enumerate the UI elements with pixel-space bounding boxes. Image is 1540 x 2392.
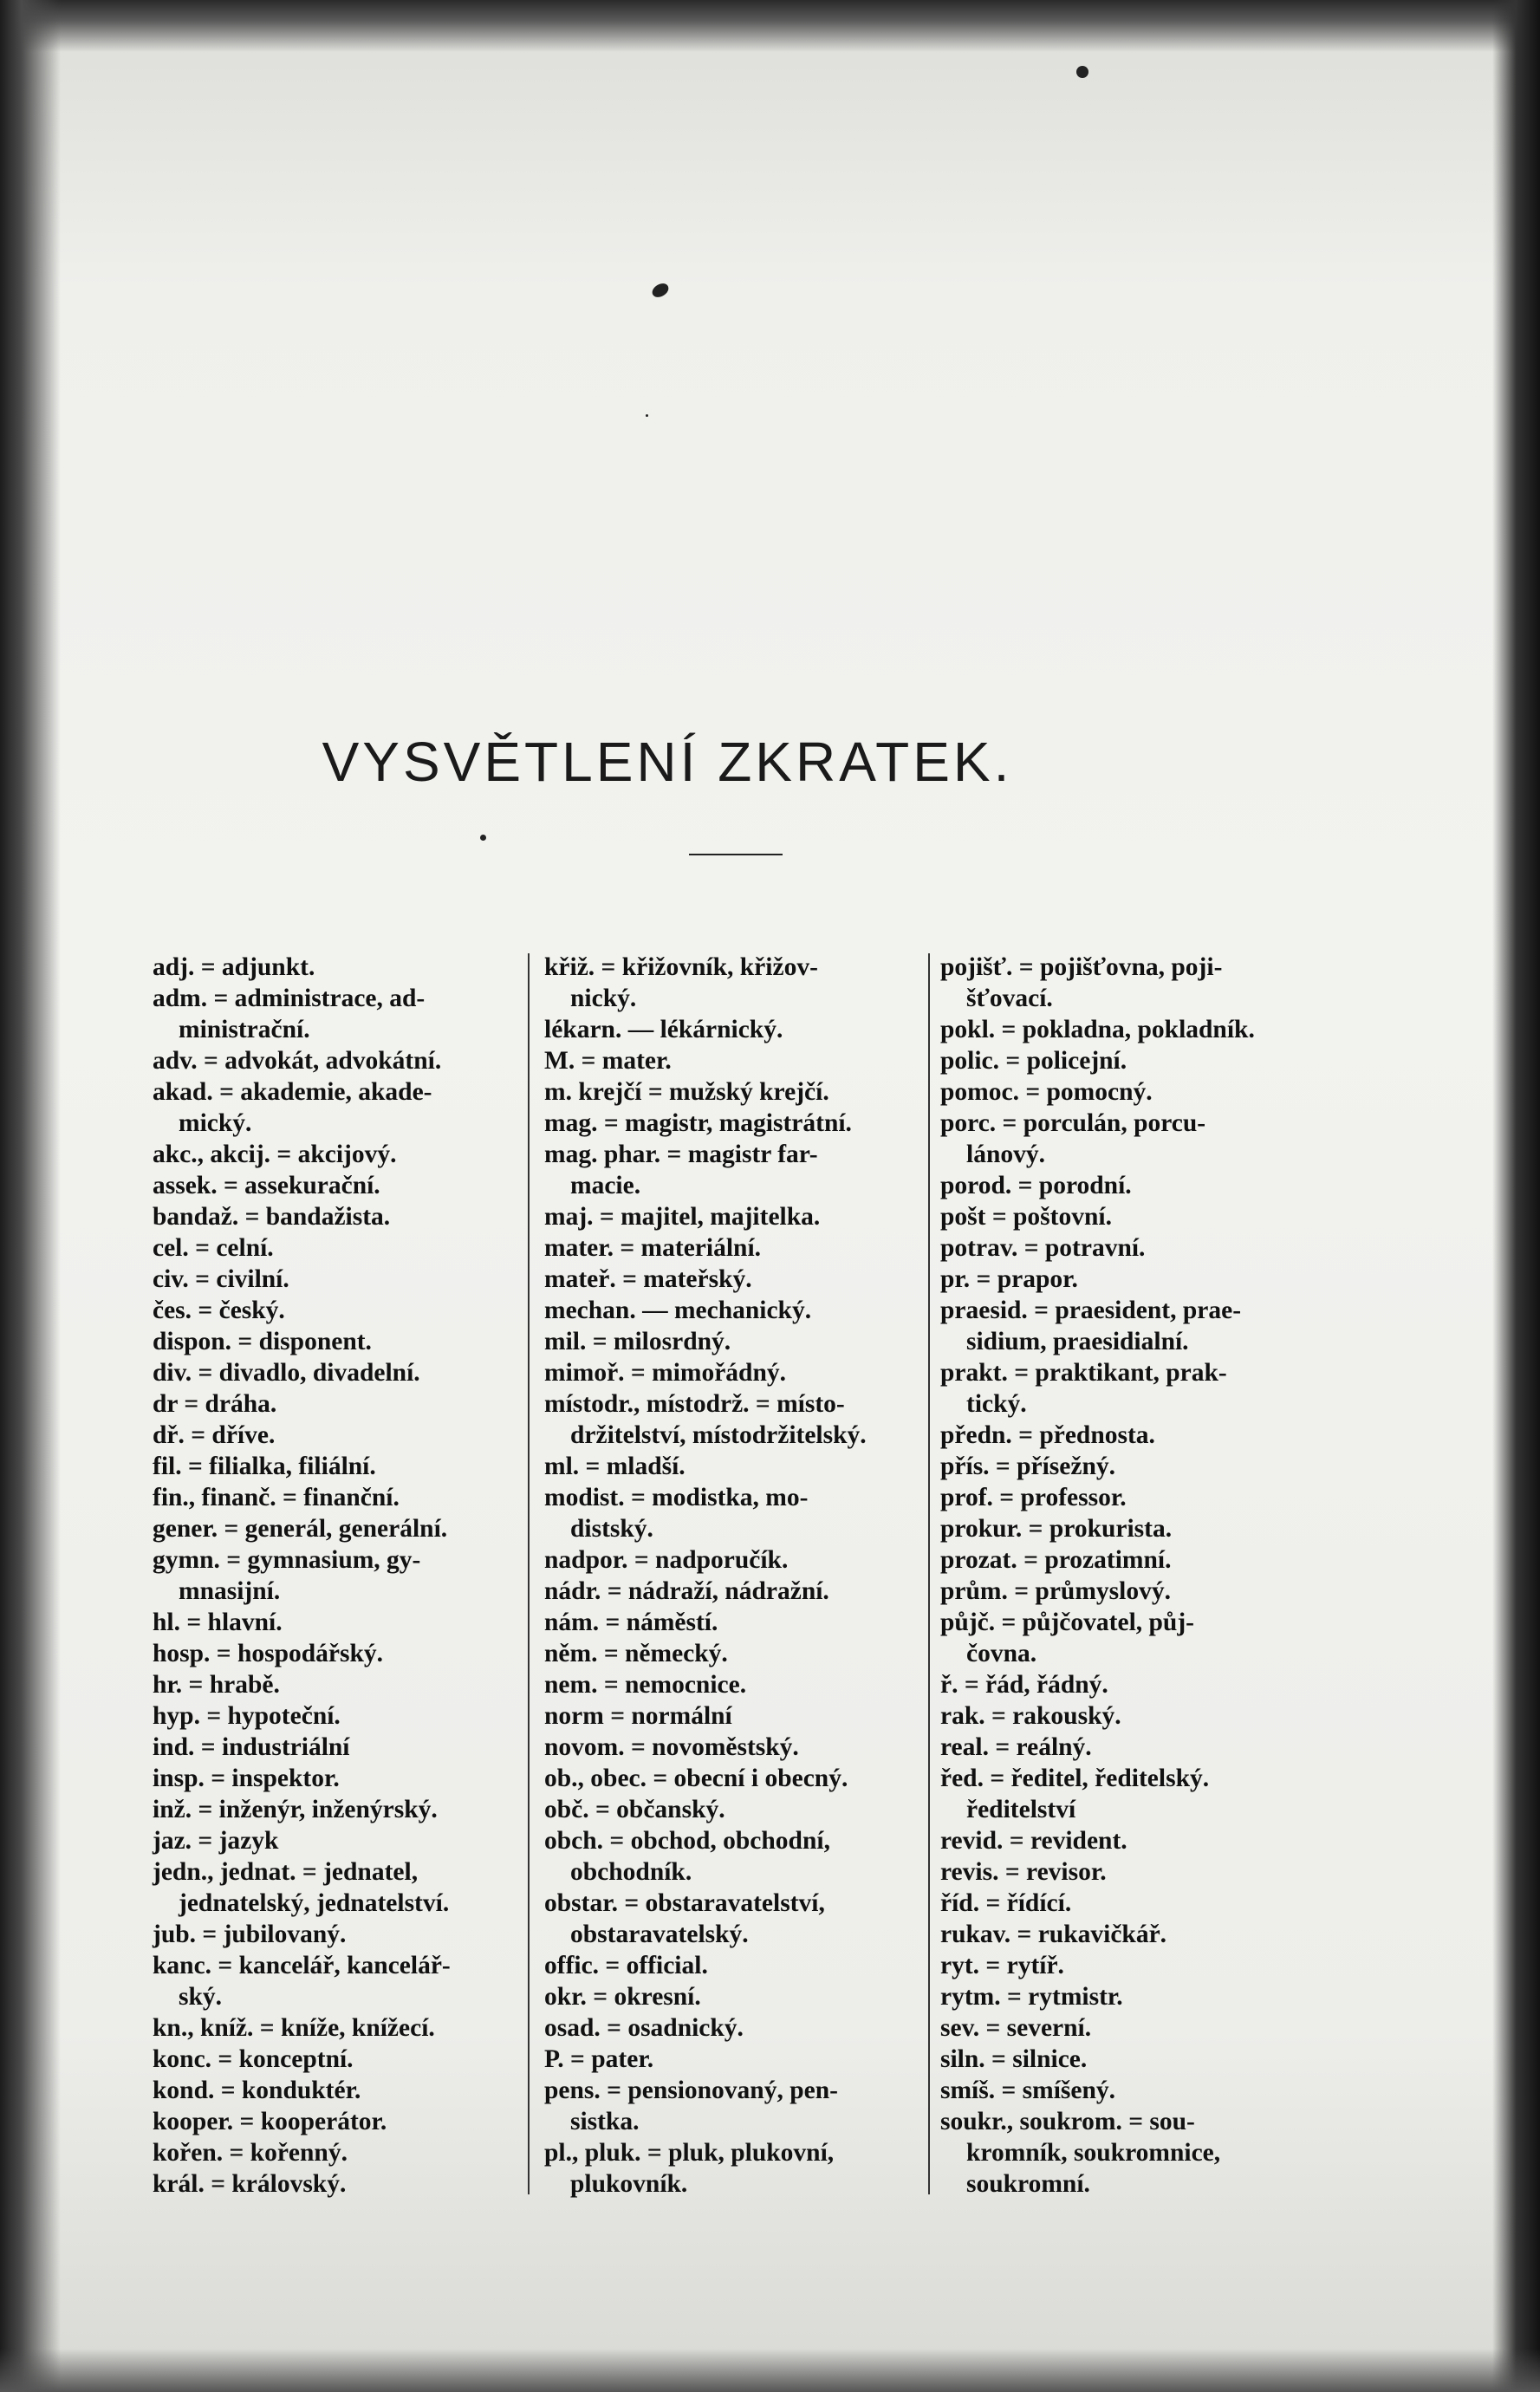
abbreviation-line: ředitelství <box>966 1796 1076 1823</box>
abbreviation-line: pokl. = pokladna, pokladník. <box>940 1016 1255 1043</box>
abbreviation-line: držitelství, místodržitelský. <box>570 1421 867 1449</box>
abbreviation-line: jednatelský, jednatelství. <box>179 1889 450 1917</box>
abbreviation-line: gener. = generál, generální. <box>153 1515 448 1543</box>
abbreviation-line: fin., finanč. = finanční. <box>153 1484 400 1511</box>
abbreviation-line: říd. = řídící. <box>940 1889 1072 1917</box>
abbreviation-line: assek. = assekurační. <box>153 1172 380 1199</box>
abbreviation-column-3 <box>940 952 1330 2200</box>
abbreviation-line: macie. <box>570 1172 641 1199</box>
ink-speck <box>480 835 486 841</box>
abbreviation-line: porod. = porodní. <box>940 1172 1132 1199</box>
abbreviation-line: adv. = advokát, advokátní. <box>153 1047 442 1075</box>
abbreviation-line: bandaž. = bandažista. <box>153 1203 391 1231</box>
abbreviation-line: siln. = silnice. <box>940 2045 1088 2073</box>
abbreviation-line: pl., pluk. = pluk, plukovní, <box>544 2139 835 2167</box>
abbreviation-line: dispon. = disponent. <box>153 1328 372 1355</box>
abbreviation-line: mechan. — mechanický. <box>544 1297 812 1324</box>
abbreviation-line: kn., kníž. = kníže, knížecí. <box>153 2014 435 2042</box>
abbreviation-line: pojišť. = pojišťovna, poji- <box>940 953 1223 981</box>
abbreviation-line: řed. = ředitel, ředitelský. <box>940 1765 1210 1792</box>
abbreviation-line: inž. = inženýr, inženýrský. <box>153 1796 438 1823</box>
ink-speck <box>650 281 671 300</box>
abbreviation-line: gymn. = gymnasium, gy- <box>153 1546 421 1574</box>
abbreviation-line: revid. = revident. <box>940 1827 1127 1855</box>
abbreviation-line: ř. = řád, řádný. <box>940 1671 1108 1699</box>
abbreviation-line: místodr., místodrž. = místo- <box>544 1390 845 1418</box>
page-title: VYSVĚTLENÍ ZKRATEK. <box>322 731 1013 793</box>
abbreviation-line: hyp. = hypoteční. <box>153 1702 341 1730</box>
abbreviation-line: tický. <box>966 1390 1027 1418</box>
abbreviation-line: hosp. = hospodářský. <box>153 1640 384 1667</box>
abbreviation-line: obstar. = obstaravatelství, <box>544 1889 825 1917</box>
page-edge-bottom <box>0 2349 1540 2392</box>
abbreviation-column-1 <box>153 952 525 2200</box>
abbreviation-line: půjč. = půjčovatel, půj- <box>940 1609 1194 1636</box>
abbreviation-line: prozat. = prozatimní. <box>940 1546 1172 1574</box>
abbreviation-line: akad. = akademie, akade- <box>153 1078 432 1106</box>
abbreviation-line: rukav. = rukavičkář. <box>940 1921 1167 1948</box>
abbreviation-line: nadpor. = nadporučík. <box>544 1546 789 1574</box>
abbreviation-line: nem. = nemocnice. <box>544 1671 747 1699</box>
abbreviation-line: P. = pater. <box>544 2045 654 2073</box>
abbreviation-line: okr. = okresní. <box>544 1983 701 2011</box>
abbreviation-line: sistka. <box>570 2108 640 2135</box>
abbreviation-line: soukromní. <box>966 2170 1090 2198</box>
abbreviation-column-2 <box>544 952 917 2200</box>
page-edge-left <box>0 0 61 2392</box>
abbreviation-line: div. = divadlo, divadelní. <box>153 1359 420 1387</box>
abbreviation-line: konc. = konceptní. <box>153 2045 354 2073</box>
abbreviation-line: mater. = materiální. <box>544 1234 762 1262</box>
abbreviation-line: sidium, praesidialní. <box>966 1328 1189 1355</box>
abbreviation-line: nám. = náměstí. <box>544 1609 718 1636</box>
abbreviation-line: kromník, soukromnice, <box>966 2139 1221 2167</box>
abbreviation-line: offic. = official. <box>544 1952 708 1979</box>
abbreviation-line: rytm. = rytmistr. <box>940 1983 1123 2011</box>
abbreviation-line: plukovník. <box>570 2170 688 2198</box>
abbreviation-line: jub. = jubilovaný. <box>153 1921 347 1948</box>
abbreviation-line: kanc. = kancelář, kancelář- <box>153 1952 451 1979</box>
abbreviation-line: předn. = přednosta. <box>940 1421 1155 1449</box>
abbreviation-line: m. krejčí = mužský krejčí. <box>544 1078 829 1106</box>
abbreviation-line: ryt. = rytíř. <box>940 1952 1064 1979</box>
abbreviation-line: pošt = poštovní. <box>940 1203 1112 1231</box>
abbreviation-line: křiž. = křižovník, křižov- <box>544 953 818 981</box>
abbreviation-line: čes. = český. <box>153 1297 285 1324</box>
abbreviation-line: pens. = pensionovaný, pen- <box>544 2077 838 2104</box>
abbreviation-line: lékarn. — lékárnický. <box>544 1016 783 1043</box>
abbreviation-line: prokur. = prokurista. <box>940 1515 1173 1543</box>
abbreviation-line: M. = mater. <box>544 1047 672 1075</box>
abbreviation-line: insp. = inspektor. <box>153 1765 340 1792</box>
abbreviation-line: lánový. <box>966 1141 1045 1168</box>
abbreviation-line: čovna. <box>966 1640 1037 1667</box>
abbreviation-line: smíš. = smíšený. <box>940 2077 1116 2104</box>
abbreviation-line: přís. = přísežný. <box>940 1453 1116 1480</box>
ink-speck <box>1076 66 1088 78</box>
abbreviation-line: šťovací. <box>966 985 1053 1012</box>
abbreviation-line: mag. = magistr, magistrátní. <box>544 1109 852 1137</box>
column-separator-1 <box>528 953 530 2194</box>
column-separator-2 <box>928 953 930 2194</box>
abbreviation-line: pr. = prapor. <box>940 1265 1078 1293</box>
abbreviation-line: adj. = adjunkt. <box>153 953 315 981</box>
abbreviation-line: potrav. = potravní. <box>940 1234 1146 1262</box>
page-edge-right <box>1492 0 1540 2392</box>
abbreviation-line: mateř. = mateřský. <box>544 1265 752 1293</box>
abbreviation-line: hr. = hrabě. <box>153 1671 280 1699</box>
abbreviation-line: dř. = dříve. <box>153 1421 276 1449</box>
abbreviation-line: akc., akcij. = akcijový. <box>153 1141 397 1168</box>
abbreviation-line: sev. = severní. <box>940 2014 1092 2042</box>
abbreviation-line: civ. = civilní. <box>153 1265 289 1293</box>
abbreviation-line: rak. = rakouský. <box>940 1702 1121 1730</box>
abbreviation-line: ind. = industriální <box>153 1733 350 1761</box>
abbreviation-line: něm. = německý. <box>544 1640 728 1667</box>
abbreviation-line: modist. = modistka, mo- <box>544 1484 809 1511</box>
abbreviation-line: praesid. = praesident, prae- <box>940 1297 1242 1324</box>
abbreviation-line: fil. = filialka, filiální. <box>153 1453 376 1480</box>
abbreviation-line: nádr. = nádraží, nádražní. <box>544 1577 829 1605</box>
abbreviation-line: soukr., soukrom. = sou- <box>940 2108 1195 2135</box>
abbreviation-line: kond. = konduktér. <box>153 2077 361 2104</box>
abbreviation-line: král. = královský. <box>153 2170 347 2198</box>
abbreviation-line: dr = dráha. <box>153 1390 277 1418</box>
abbreviation-line: polic. = policejní. <box>940 1047 1127 1075</box>
abbreviation-line: cel. = celní. <box>153 1234 274 1262</box>
abbreviation-line: prof. = professor. <box>940 1484 1127 1511</box>
abbreviation-line: hl. = hlavní. <box>153 1609 283 1636</box>
abbreviation-line: adm. = administrace, ad- <box>153 985 426 1012</box>
abbreviation-line: mag. phar. = magistr far- <box>544 1141 818 1168</box>
abbreviation-line: porc. = porculán, porcu- <box>940 1109 1206 1137</box>
abbreviation-line: mický. <box>179 1109 252 1137</box>
abbreviation-line: maj. = majitel, majitelka. <box>544 1203 821 1231</box>
abbreviation-line: distský. <box>570 1515 653 1543</box>
abbreviation-line: obchodník. <box>570 1858 692 1886</box>
abbreviation-line: real. = reálný. <box>940 1733 1092 1761</box>
page-edge-top <box>0 0 1540 52</box>
abbreviation-line: pomoc. = pomocný. <box>940 1078 1153 1106</box>
abbreviation-line: ml. = mladší. <box>544 1453 686 1480</box>
abbreviation-line: norm = normální <box>544 1702 732 1730</box>
abbreviation-line: obch. = obchod, obchodní, <box>544 1827 830 1855</box>
abbreviation-line: ob., obec. = obecní i obecný. <box>544 1765 848 1792</box>
abbreviation-line: ský. <box>179 1983 223 2011</box>
abbreviation-line: kořen. = kořenný. <box>153 2139 348 2167</box>
abbreviation-line: kooper. = kooperátor. <box>153 2108 387 2135</box>
abbreviation-line: obč. = občanský. <box>544 1796 725 1823</box>
abbreviation-line: prům. = průmyslový. <box>940 1577 1171 1605</box>
abbreviation-line: obstaravatelský. <box>570 1921 749 1948</box>
abbreviation-line: revis. = revisor. <box>940 1858 1107 1886</box>
abbreviation-line: mimoř. = mimořádný. <box>544 1359 786 1387</box>
abbreviation-line: nický. <box>570 985 637 1012</box>
abbreviation-line: mnasijní. <box>179 1577 281 1605</box>
abbreviation-line: prakt. = praktikant, prak- <box>940 1359 1227 1387</box>
abbreviation-line: osad. = osadnický. <box>544 2014 744 2042</box>
abbreviation-line: jedn., jednat. = jednatel, <box>153 1858 419 1886</box>
ink-speck <box>646 414 648 417</box>
abbreviation-line: mil. = milosrdný. <box>544 1328 731 1355</box>
abbreviation-line: jaz. = jazyk <box>153 1827 279 1855</box>
abbreviation-line: ministrační. <box>179 1016 310 1043</box>
title-underline <box>689 854 783 855</box>
abbreviation-line: novom. = novoměstský. <box>544 1733 799 1761</box>
